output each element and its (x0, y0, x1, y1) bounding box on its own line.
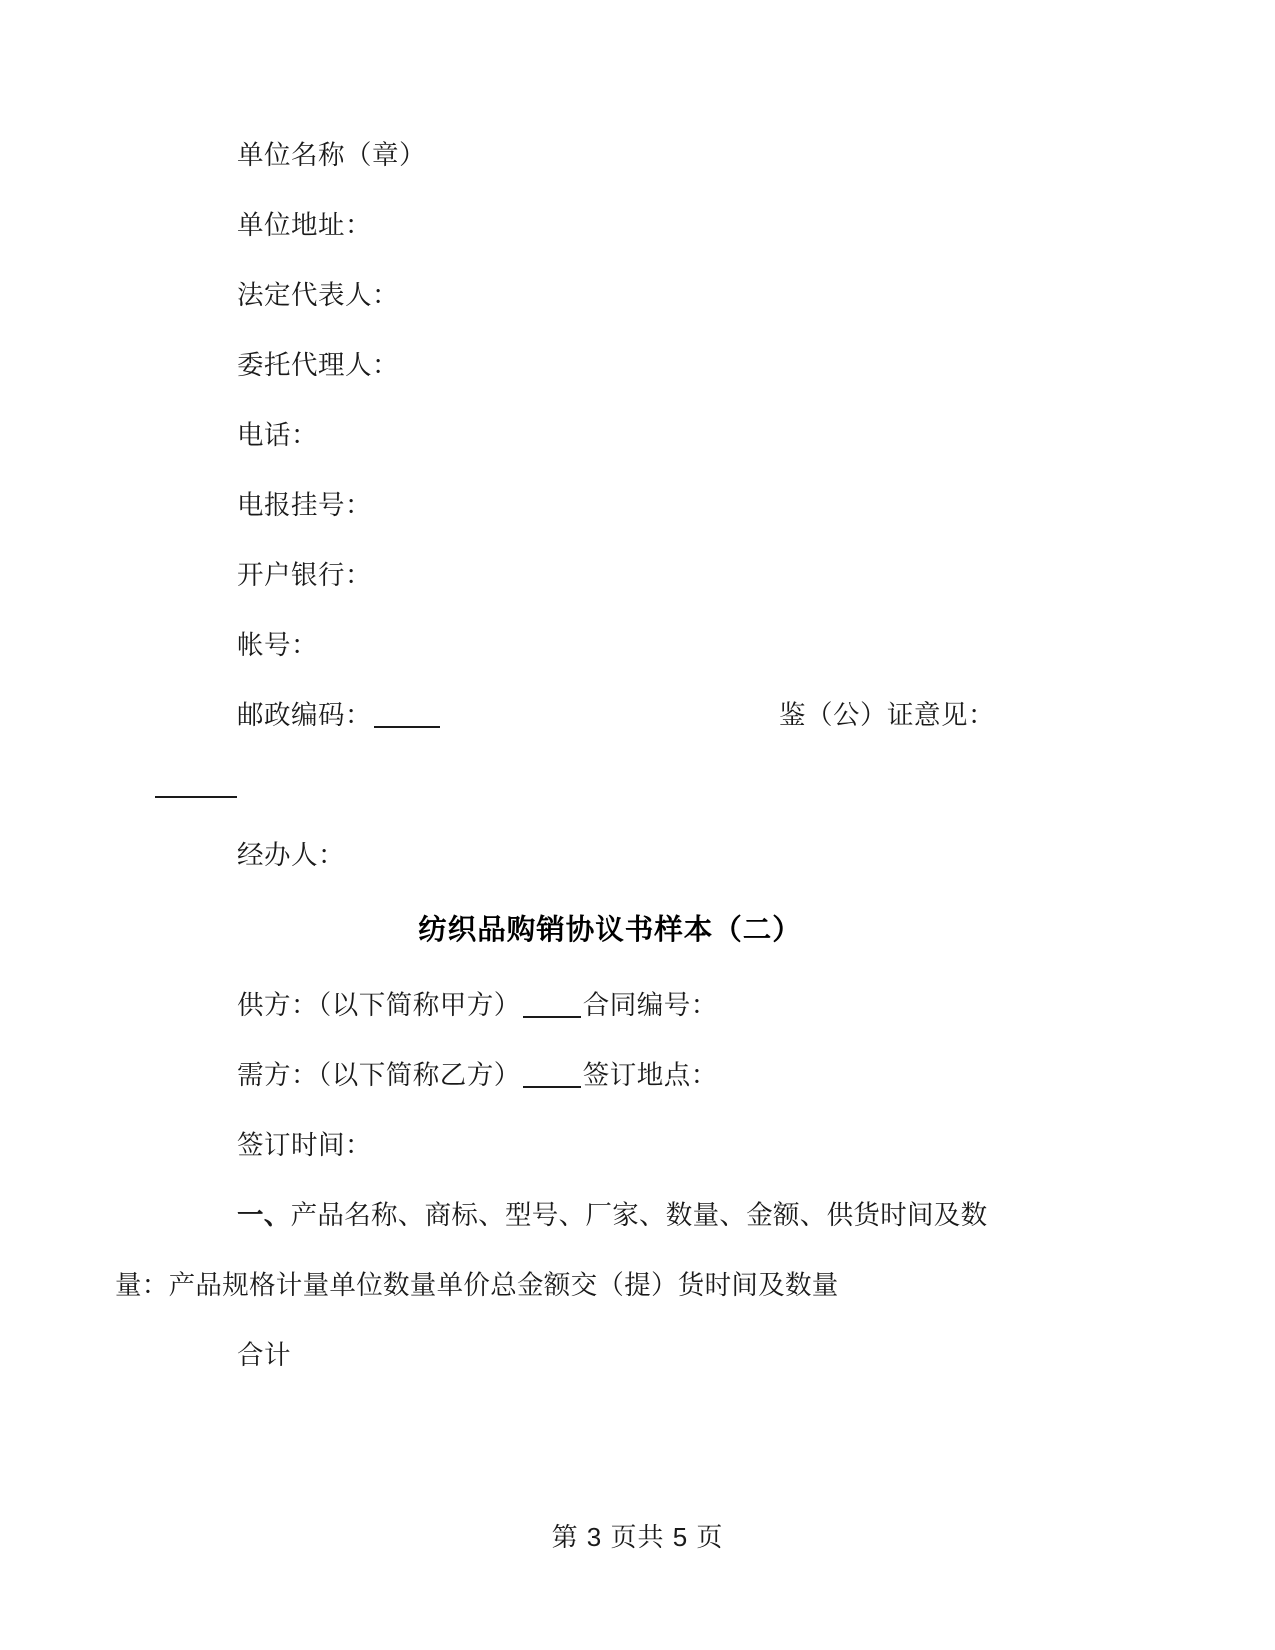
total-label: 合计 (237, 1340, 291, 1370)
party-field-account: 帐号： (237, 630, 318, 660)
clause-one-heading: 一、产品名称、商标、型号、厂家、数量、金额、供货时间及数 (237, 1200, 988, 1230)
notary-opinion-label: 鉴（公）证意见： (779, 700, 995, 730)
page-footer: 第 3 页共 5 页 (551, 1522, 724, 1552)
buyer-line: 需方：（以下简称乙方） 签订地点： (237, 1060, 718, 1090)
party-field-telegraph: 电报挂号： (237, 490, 372, 520)
party-field-bank: 开户银行： (237, 560, 372, 590)
clause-one-body: 量：产品规格计量单位数量单价总金额交（提）货时间及数量 (115, 1270, 839, 1300)
sign-time-label: 签订时间： (237, 1130, 372, 1160)
party-field-postal-code: 邮政编码： (175, 680, 442, 750)
postal-and-notary-row (175, 680, 1105, 750)
section-title: 纺织品购销协议书样本（二） (418, 914, 802, 946)
handler-label: 经办人： (237, 840, 345, 870)
notary-opinion-blank (155, 796, 237, 798)
party-field-authorized-agent: 委托代理人： (237, 350, 399, 380)
postal-code-blank (374, 726, 440, 728)
party-field-legal-representative: 法定代表人： (237, 280, 399, 310)
document-body (115, 120, 1105, 1390)
supplier-line: 供方：（以下简称甲方） 合同编号： (237, 990, 718, 1020)
buyer-blank (523, 1086, 581, 1088)
supplier-blank (523, 1016, 581, 1018)
notary-opinion-blank-line (155, 750, 1105, 820)
party-field-phone: 电话： (237, 420, 318, 450)
clause-one-marker: 一、 (237, 1200, 291, 1230)
party-field-unit-name: 单位名称（章） (237, 140, 426, 170)
party-field-unit-address: 单位地址： (237, 210, 372, 240)
